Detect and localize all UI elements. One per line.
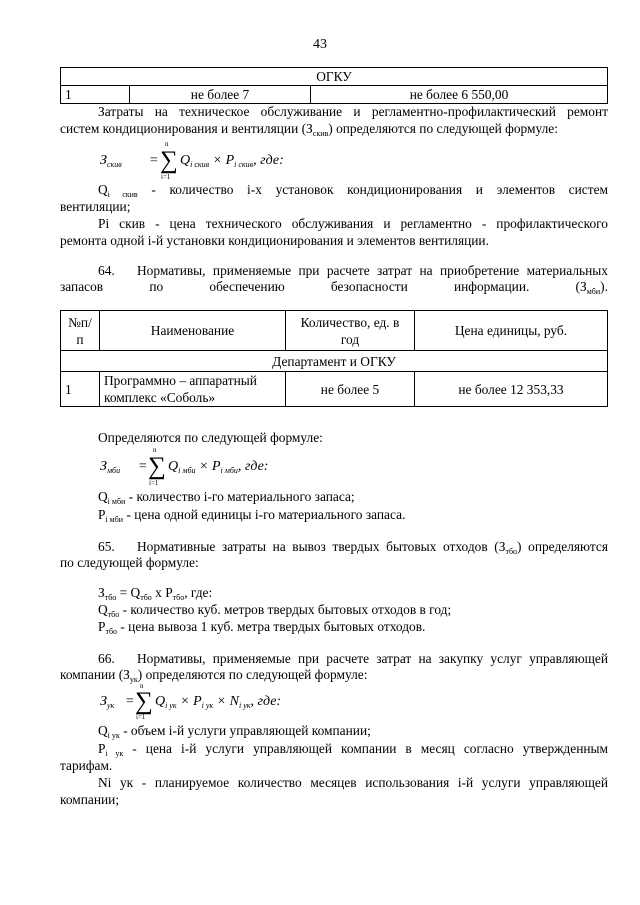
formula-skiv: $З_{скив}$ = n ∑ i=1 $Q_{i скив} \times P_{i скив}$, где: [100, 140, 284, 181]
formula-tbo: $З_{тбо} = Q_{тбо}$ х $P_{тбо}$, где: [98, 585, 213, 602]
definition-line: компании; [60, 792, 120, 807]
table-ogku [60, 67, 608, 104]
table-header-quantity: Количество, ед. в год [286, 311, 415, 351]
table-header-number: №п/ п [61, 311, 100, 351]
paragraph-line: Нормативы, применяемые при расчете затрат на закупку услуг управляющей [137, 651, 608, 666]
definition-line: ремонта одной i-й установки кондиционирования и элементов вентиляции. [60, 233, 489, 248]
table-header-name: Наименование [100, 311, 286, 351]
definition-line: вентиляции; [60, 199, 131, 214]
table-cell-quantity: не более 7 [130, 86, 311, 104]
formula-uk: $З_{ук}$ = n ∑ i=1 $Q_{i ук} \times P_{i ук} \times N_{i ук}$, где: [100, 682, 282, 721]
definition-line: $P_{i мби}$ - цена одной единицы i-го материального запаса. [98, 507, 406, 524]
definition-line: Ni ук - планируемое количество месяцев использования i-й услуги управляющей [98, 775, 608, 790]
table-materials [60, 310, 608, 407]
paragraph-line: Определяются по следующей формуле: [98, 430, 323, 445]
table-section-header: ОГКУ [61, 68, 608, 86]
page-number: 43 [313, 37, 327, 52]
table-cell-price: не более 6 550,00 [311, 86, 608, 104]
table-section-header: Департамент и ОГКУ [61, 351, 608, 372]
paragraph-number: 64. [98, 263, 115, 278]
table-cell-number: 1 [61, 86, 130, 104]
paragraph-number: 66. [98, 651, 115, 666]
definition-line: $Q_{i мби}$ - количество i-го материального запаса; [98, 489, 355, 506]
table-cell-price: не более 12 353,33 [415, 372, 608, 407]
definition-line: $Q_{i скив}$ - количество i-х установок кондиционирования и элементов систем [98, 182, 608, 199]
paragraph-line: систем кондиционирования и вентиляции $(З_{скив})$ определяются по следующей формуле: [60, 121, 558, 138]
formula-mbi: $З_{мби}$ = n ∑ i=1 $Q_{i мби} \times P_{i мби}$, где: [100, 446, 269, 487]
table-cell-quantity: не более 5 [286, 372, 415, 407]
table-cell-name: Программно – аппаратный комплекс «Соболь» [100, 372, 286, 407]
paragraph-line: Затраты на техническое обслуживание и регламентно-профилактический ремонт [98, 104, 608, 119]
definition-line: $P_{i ук}$ - цена i-й услуги управляющей компании в месяц согласно утвержденным [98, 741, 608, 758]
paragraph-number: 65. [98, 539, 115, 554]
paragraph-line: Нормативные затраты на вывоз твердых бытовых отходов $(З_{тбо})$ определяются [137, 539, 608, 556]
paragraph-line: компании $(З_{ук})$ определяются по следующей формуле: [60, 667, 368, 684]
table-header-price: Цена единицы, руб. [415, 311, 608, 351]
definition-line: $P_{тбо}$ - цена вывоза 1 куб. метра твердых бытовых отходов. [98, 619, 426, 636]
definition-line: $Q_{тбо}$ - количество куб. метров твердых бытовых отходов в год; [98, 602, 452, 619]
table-cell-number: 1 [61, 372, 100, 407]
paragraph-line: запасов по обеспечению безопасности информации. $(З_{мби})$. [60, 279, 608, 296]
definition-line: Pi скив - цена технического обслуживания и регламентно - профилактического [98, 216, 608, 231]
paragraph-line: Нормативы, применяемые при расчете затрат на приобретение материальных [137, 263, 608, 278]
paragraph-line: по следующей формуле: [60, 555, 199, 570]
definition-line: $Q_{i ук}$ - объем i-й услуги управляющей компании; [98, 723, 371, 740]
definition-line: тарифам. [60, 758, 113, 773]
